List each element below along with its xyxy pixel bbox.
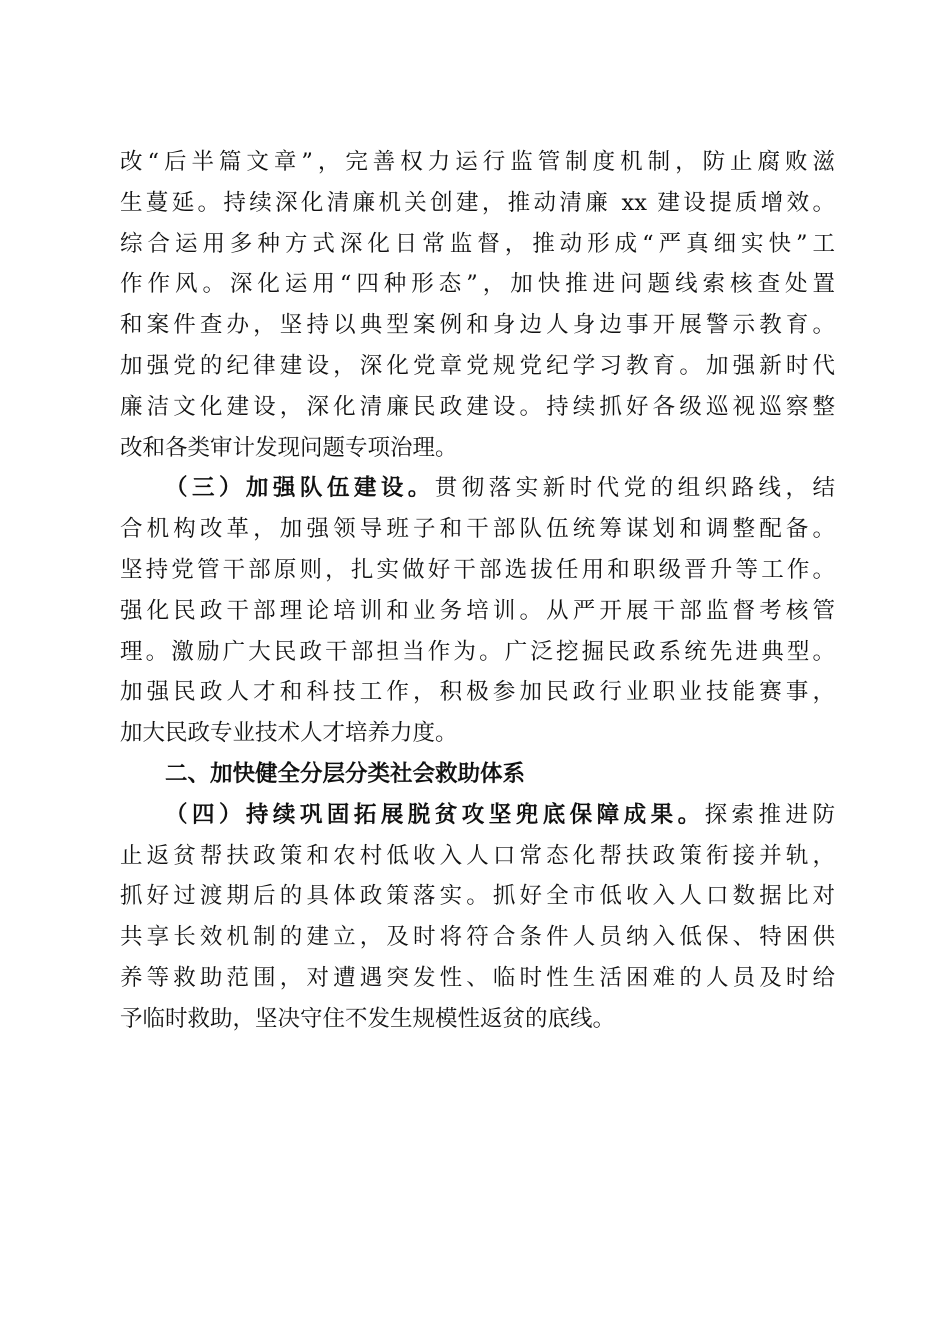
text-line: 共享长效机制的建立，及时将符合条件人员纳入低保、特困供	[120, 924, 835, 951]
section-lead-4: （四）持续巩固拓展脱贫攻坚兜底保障成果。	[165, 801, 705, 828]
text-line	[120, 468, 835, 509]
text-fragment: 贯彻落实新时代党的组织路线，结	[434, 475, 835, 502]
text-line: 坚持党管干部原则，扎实做好干部选拔任用和职级晋升等工作。	[120, 556, 835, 583]
text-line: 加强民政人才和科技工作，积极参加民政行业职业技能赛事，	[120, 679, 835, 706]
text-line: 予临时救助，坚决守住不发生规模性返贫的底线。	[120, 1005, 616, 1032]
text-line	[120, 795, 835, 836]
text-line: 和案件查办，坚持以典型案例和身边人身边事开展警示教育。	[120, 312, 835, 339]
text-line: 改“后半篇文章”，完善权力运行监管制度机制，防止腐败滋	[120, 149, 835, 175]
text-line: 抓好过渡期后的具体政策落实。抓好全市低收入人口数据比对	[120, 883, 835, 910]
text-line: 加强党的纪律建设，深化党章党规党纪学习教育。加强新时代	[120, 352, 835, 379]
text-line: 改和各类审计发现问题专项治理。	[120, 434, 458, 461]
text-fragment: 探索推进防	[704, 801, 835, 828]
text-line: 强化民政干部理论培训和业务培训。从严开展干部监督考核管	[120, 597, 835, 624]
text-line: 生蔓延。持续深化清廉机关创建，推动清廉 xx 建设提质增效。	[120, 189, 835, 216]
document-body	[120, 142, 835, 1040]
text-line: 理。激励广大民政干部担当作为。广泛挖掘民政系统先进典型。	[120, 638, 835, 665]
text-line: 合机构改革，加强领导班子和干部队伍统筹谋划和调整配备。	[120, 516, 835, 543]
text-line: 养等救助范围，对遭遇突发性、临时性生活困难的人员及时给	[120, 964, 835, 991]
text-line: 廉洁文化建设，深化清廉民政建设。持续抓好各级巡视巡察整	[120, 393, 835, 420]
section-heading-2: 二、加快健全分层分类社会救助体系	[165, 760, 526, 787]
paragraph-team-building	[120, 468, 835, 754]
text-line: 止返贫帮扶政策和农村低收入人口常态化帮扶政策衔接并轨，	[120, 842, 835, 869]
section-lead-3: （三）加强队伍建设。	[165, 475, 435, 502]
text-line: 加大民政专业技术人才培养力度。	[120, 720, 458, 747]
paragraph-poverty-support	[120, 795, 835, 1040]
text-line: 综合运用多种方式深化日常监督，推动形成“严真细实快”工	[120, 230, 835, 257]
text-line: 作作风。深化运用“四种形态”，加快推进问题线索核查处置	[120, 271, 835, 298]
paragraph-discipline	[120, 142, 835, 468]
